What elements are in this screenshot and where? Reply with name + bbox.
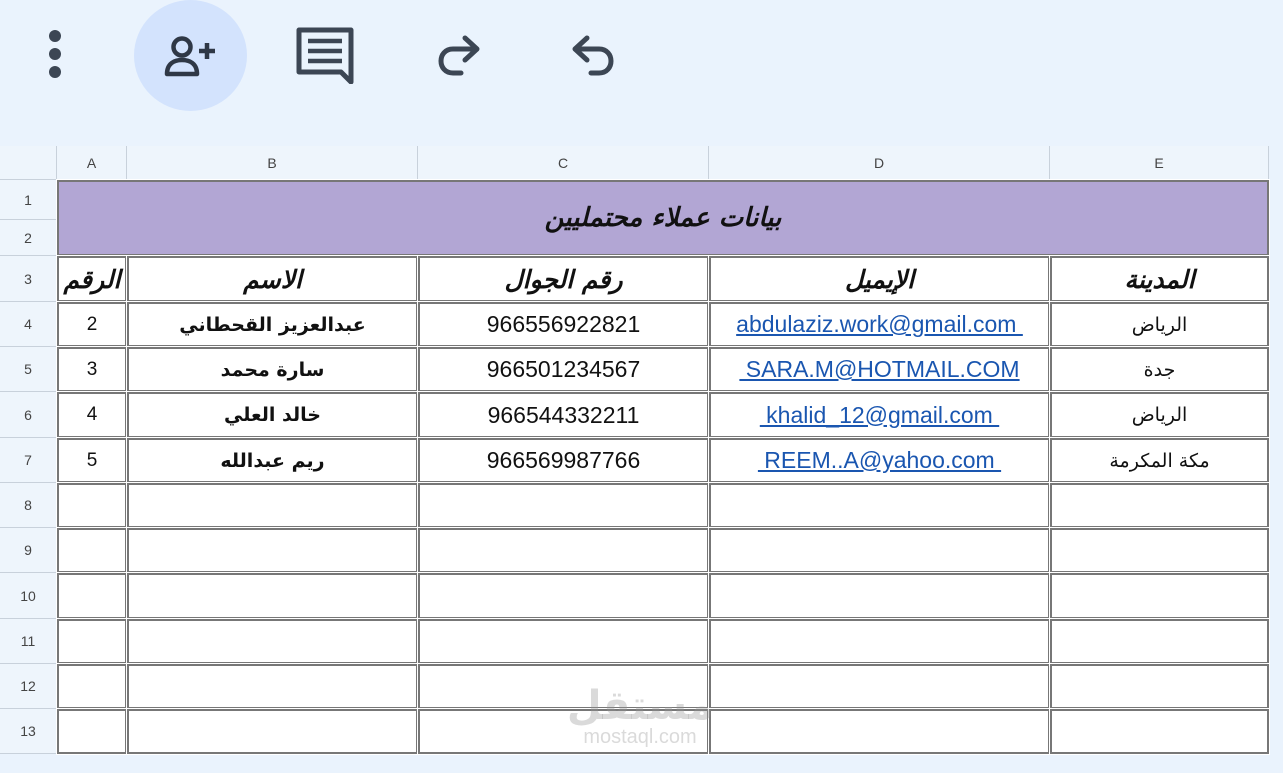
more-options-button[interactable] (30, 26, 80, 82)
person-add-icon (164, 34, 218, 78)
comment-icon (295, 26, 355, 84)
header-cell-name[interactable]: الاسم (127, 256, 418, 302)
column-header-c[interactable]: C (418, 146, 709, 180)
header-cell-number[interactable]: الرقم (57, 256, 127, 302)
cell-name[interactable]: خالد العلي (127, 392, 418, 438)
cell-phone[interactable]: 966501234567 (418, 347, 709, 392)
cell-phone[interactable]: 966556922821 (418, 302, 709, 347)
cell-email-link[interactable]: khalid_12@gmail.com (709, 392, 1050, 438)
empty-cell[interactable] (127, 619, 418, 664)
cell-number[interactable]: 2 (57, 302, 127, 347)
empty-cell[interactable] (1050, 664, 1269, 709)
row-header-4[interactable]: 4 (0, 302, 57, 347)
empty-cell[interactable] (709, 619, 1050, 664)
empty-cell[interactable] (418, 483, 709, 528)
cell-name[interactable]: ريم عبدالله (127, 438, 418, 483)
header-cell-city[interactable]: المدينة (1050, 256, 1269, 302)
empty-cell[interactable] (127, 528, 418, 573)
cell-email-link[interactable]: abdulaziz.work@gmail.com (709, 302, 1050, 347)
empty-cell[interactable] (57, 664, 127, 709)
cell-city[interactable]: الرياض (1050, 392, 1269, 438)
comment-button[interactable] (290, 22, 360, 88)
empty-cell[interactable] (418, 528, 709, 573)
cell-phone[interactable]: 966544332211 (418, 392, 709, 438)
row-header-13[interactable]: 13 (0, 709, 57, 754)
empty-cell[interactable] (418, 619, 709, 664)
toolbar (0, 0, 1283, 146)
empty-cell[interactable] (127, 664, 418, 709)
empty-cell[interactable] (1050, 483, 1269, 528)
column-header-e[interactable]: E (1050, 146, 1269, 180)
title-cell[interactable]: بيانات عملاء محتمليين (57, 180, 1269, 256)
row-header-7[interactable]: 7 (0, 438, 57, 483)
empty-cell[interactable] (57, 619, 127, 664)
cell-email-link[interactable]: REEM..A@yahoo.com (709, 438, 1050, 483)
cell-phone[interactable]: 966569987766 (418, 438, 709, 483)
empty-cell[interactable] (709, 709, 1050, 754)
empty-cell[interactable] (709, 573, 1050, 619)
column-header-d[interactable]: D (709, 146, 1050, 180)
empty-cell[interactable] (127, 709, 418, 754)
row-header-12[interactable]: 12 (0, 664, 57, 709)
column-header-a[interactable]: A (57, 146, 127, 180)
more-vert-icon (45, 26, 65, 82)
header-cell-email[interactable]: الإيميل (709, 256, 1050, 302)
select-all-corner[interactable] (0, 146, 57, 180)
empty-cell[interactable] (709, 528, 1050, 573)
row-header-8[interactable]: 8 (0, 483, 57, 528)
empty-cell[interactable] (1050, 619, 1269, 664)
column-header-b[interactable]: B (127, 146, 418, 180)
empty-cell[interactable] (418, 573, 709, 619)
cell-number[interactable]: 5 (57, 438, 127, 483)
watermark-logo: مستقل (566, 683, 714, 729)
empty-cell[interactable] (709, 483, 1050, 528)
cell-email-link[interactable]: SARA.M@HOTMAIL.COM (709, 347, 1050, 392)
empty-cell[interactable] (418, 664, 709, 709)
empty-cell[interactable] (709, 664, 1050, 709)
empty-cell[interactable] (57, 528, 127, 573)
row-header-1[interactable]: 1 (0, 180, 57, 220)
cell-number[interactable]: 3 (57, 347, 127, 392)
header-cell-phone[interactable]: رقم الجوال (418, 256, 709, 302)
cell-name[interactable]: سارة محمد (127, 347, 418, 392)
undo-icon (567, 33, 617, 77)
empty-cell[interactable] (1050, 528, 1269, 573)
empty-cell[interactable] (57, 573, 127, 619)
add-person-button[interactable] (134, 0, 247, 111)
sheet-area (57, 180, 1269, 754)
cell-city[interactable]: مكة المكرمة (1050, 438, 1269, 483)
row-header-10[interactable]: 10 (0, 573, 57, 619)
empty-cell[interactable] (57, 483, 127, 528)
empty-cell[interactable] (57, 709, 127, 754)
empty-cell[interactable] (127, 483, 418, 528)
row-header-2[interactable]: 2 (0, 220, 57, 256)
cell-city[interactable]: الرياض (1050, 302, 1269, 347)
spreadsheet-grid (0, 146, 1283, 773)
cell-city[interactable]: جدة (1050, 347, 1269, 392)
empty-cell[interactable] (127, 573, 418, 619)
row-header-11[interactable]: 11 (0, 619, 57, 664)
row-header-6[interactable]: 6 (0, 392, 57, 438)
cell-number[interactable]: 4 (57, 392, 127, 438)
row-header-3[interactable]: 3 (0, 256, 57, 302)
cell-name[interactable]: عبدالعزيز القحطاني (127, 302, 418, 347)
empty-cell[interactable] (418, 709, 709, 754)
empty-cell[interactable] (1050, 709, 1269, 754)
undo-button[interactable] (560, 26, 624, 84)
empty-cell[interactable] (1050, 573, 1269, 619)
row-header-5[interactable]: 5 (0, 347, 57, 392)
redo-icon (435, 33, 485, 77)
watermark-url: mostaql.com (583, 726, 697, 748)
redo-button[interactable] (428, 26, 492, 84)
row-header-9[interactable]: 9 (0, 528, 57, 573)
